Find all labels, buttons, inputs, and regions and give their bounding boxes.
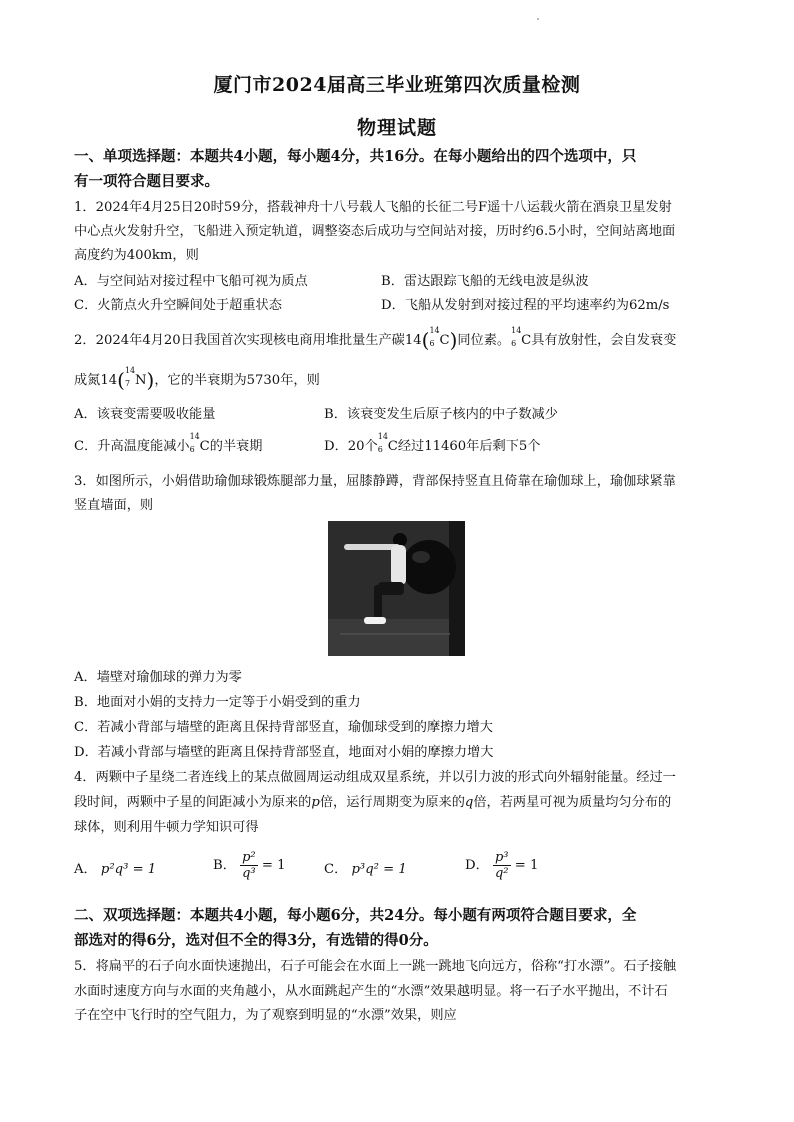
q5-stem-line1: 5．将扁平的石子向水面快速抛出，石子可能会在水面上一跳一跳地飞向远方，俗称“打水漂”。石子接触	[74, 959, 677, 974]
q1-stem-line2: 中心点火发射升空，飞船进入预定轨道，调整姿态后成功与空间站对接，历时约6.5小时，空间站离地面	[74, 224, 676, 239]
q3-option-a: A．墙壁对瑜伽球的弹力为零	[74, 670, 242, 685]
q2-stem-line2	[74, 366, 724, 392]
section1-heading-line1: 一、单项选择题：本题共4小题，每小题4分，共16分。在每小题给出的四个选项中，只	[74, 148, 637, 165]
q3-stem-line2: 竖直墙面，则	[74, 498, 154, 513]
exam-title: 厦门市2024届高三毕业班第四次质量检测	[213, 74, 581, 96]
q2-stem-part2: 同位素。	[457, 333, 511, 348]
paren-close: )	[449, 328, 458, 352]
subject-title: 物理试题	[356, 117, 437, 139]
formula-c: p³q² = 1	[351, 862, 407, 877]
nuclide-c14-b: 14 6 C	[511, 326, 532, 348]
q1-stem-line1: 1．2024年4月25日20时59分，搭载神舟十八号载人飞船的长征二号F遥十八运载火箭在酒泉卫星发射	[74, 200, 672, 215]
q4-stem-line1: 4．两颗中子星绕二者连线上的某点做圆周运动组成双星系统，并以引力波的形式向外辐射能量。经过一	[74, 770, 676, 785]
q3-option-b: B．地面对小娟的支持力一定等于小娟受到的重力	[74, 695, 361, 710]
q4-stem-line2: 段时间，两颗中子星的间距减小为原来的p倍，运行周期变为原来的q倍，若两星可视为质量均匀分布的	[74, 795, 672, 810]
q2-option-a: A．该衰变需要吸收能量	[74, 407, 216, 422]
scan-speck	[537, 18, 539, 20]
formula-a: p²q³ = 1	[100, 862, 157, 877]
q5-stem-line2: 水面时速度方向与水面的夹角越小，从水面跳起产生的“水漂”效果越明显。将一石子水平抛出，不计石	[74, 984, 668, 999]
yoga-ball-icon	[402, 540, 456, 594]
q2-option-c: C．升高温度能减小 14 6 C的半衰期	[74, 437, 262, 457]
nuclide-n14: 14 7 N	[124, 366, 147, 388]
nuclide-c14-c: 14 6 C	[189, 432, 210, 454]
q2-option-d: D．20个 14 6 C经过11460年后剩下5个	[324, 437, 540, 457]
q2-stem-part1: 2．2024年4月20日我国首次实现核电商用堆批量生产碳14	[74, 333, 422, 348]
q1-option-c: C．火箭点火升空瞬间处于超重状态	[74, 298, 282, 313]
section2-heading-line1: 二、双项选择题：本题共4小题，每小题6分，共24分。每小题有两项符合题目要求，全	[74, 907, 637, 924]
fraction-d: $\frac{\text{p³}}{\text{q²}}$	[494, 850, 509, 881]
q5-stem-line3: 子在空中飞行时的空气阻力，为了观察到明显的“水漂”效果，则应	[74, 1008, 457, 1023]
q4-option-d: D． $\frac{\text{p³}}{\text{q²}}$ = 1	[465, 850, 539, 881]
q1-option-d: D．飞船从发射到对接过程的平均速率约为62m/s	[381, 298, 670, 313]
q2-stem-part5: ，它的半衰期为5730年，则	[154, 373, 320, 388]
nuclide-c14: 14 6 C	[429, 326, 450, 348]
q2-option-b: B．该衰变发生后原子核内的中子数减少	[324, 407, 558, 422]
q3-option-d: D．若减小背部与墙壁的距离且保持背部竖直，地面对小娟的摩擦力增大	[74, 745, 494, 760]
nuclide-c14-d: 14 6 C	[377, 432, 398, 454]
yoga-ball-photo	[328, 521, 465, 656]
q2-stem-line1	[74, 326, 724, 352]
q3-stem-line1: 3．如图所示，小娟借助瑜伽球锻炼腿部力量，屈膝静蹲，背部保持竖直且倚靠在瑜伽球上，瑜伽球紧靠	[74, 474, 676, 489]
section1-heading-line2: 有一项符合题目要求。	[74, 173, 219, 190]
q2-stem-part4: 成氮14	[74, 373, 118, 388]
q4-option-c: C． p³q² = 1	[324, 862, 407, 877]
q4-option-b: B． $\frac{\text{p²}}{\text{q³}}$ = 1	[213, 850, 286, 881]
q4-stem-line3: 球体，则利用牛顿力学知识可得	[74, 820, 259, 835]
paren-open: (	[421, 328, 430, 352]
section2-heading-line2: 部选对的得6分，选对但不全的得3分，有选错的得0分。	[74, 932, 438, 949]
q3-option-c: C．若减小背部与墙壁的距离且保持背部竖直，瑜伽球受到的摩擦力增大	[74, 720, 493, 735]
q1-option-a: A．与空间站对接过程中飞船可视为质点	[74, 274, 308, 289]
fraction-b: $\frac{\text{p²}}{\text{q³}}$	[242, 850, 256, 881]
q2-stem-part3: 具有放射性，会自发衰变	[531, 333, 677, 348]
q4-option-a: A． p²q³ = 1	[74, 862, 157, 877]
q1-option-b: B．雷达跟踪飞船的无线电波是纵波	[381, 274, 589, 289]
paren-open: (	[117, 368, 125, 392]
paren-close: )	[146, 368, 155, 392]
q1-stem-line3: 高度约为400km，则	[74, 248, 199, 263]
